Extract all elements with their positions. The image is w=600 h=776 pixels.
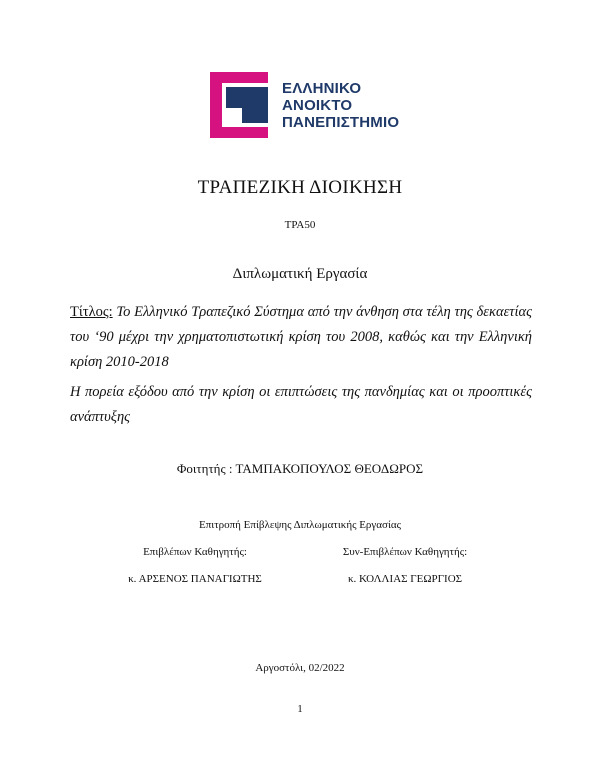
committee-heading: Επιτροπή Επίβλεψης Διπλωματικής Εργασίας xyxy=(198,519,402,531)
logo-wordmark xyxy=(282,80,399,131)
place-date: Αργοστόλι, 02/2022 xyxy=(255,662,345,674)
page-number: 1 xyxy=(297,703,303,715)
cosupervisor-name: κ. ΚΟΛΛΙΑΣ ΓΕΩΡΓΙΟΣ xyxy=(347,573,463,585)
thesis-title xyxy=(70,300,532,430)
eap-logo-mark-icon xyxy=(208,70,270,140)
course-code: ΤΡΑ50 xyxy=(284,219,316,231)
document-type: Διπλωματική Εργασία xyxy=(232,266,368,282)
logo-line-1: ΕΛΛΗΝΙΚΟ xyxy=(282,80,362,97)
supervisor-label: Επιβλέπων Καθηγητής: xyxy=(143,546,247,558)
department-title: ΤΡΑΠΕΖΙΚΗ ΔΙΟΙΚΗΣΗ xyxy=(197,177,403,198)
cosupervisor-label: Συν-Επιβλέπων Καθηγητής: xyxy=(342,546,468,558)
title-label: Τίτλος: xyxy=(70,304,113,320)
university-logo xyxy=(208,70,398,140)
student-name: Φοιτητής : ΤΑΜΠΑΚΟΠΟΥΛΟΣ ΘΕΟΔΩΡΟΣ xyxy=(176,461,424,476)
logo-line-3: ΠΑΝΕΠΙΣΤΗΜΙΟ xyxy=(282,114,400,131)
title-part-1: Το Ελληνικό Τραπεζικό Σύστημα από την άνθηση στα τέλη της δεκαετίας του ‘90 μέχρι την χρηματοπιστωτική κρίση του 2008, καθώς και την Ελληνική κρίση 2010-2018 xyxy=(70,304,532,370)
title-part-2: Η πορεία εξόδου από την κρίση οι επιπτώσεις της πανδημίας και οι προοπτικές ανάπτυξης xyxy=(70,384,532,425)
logo-line-2: ΑΝΟΙΚΤΟ xyxy=(282,97,353,114)
supervisor-name: κ. ΑΡΣΕΝΟΣ ΠΑΝΑΓΙΩΤΗΣ xyxy=(128,573,262,585)
